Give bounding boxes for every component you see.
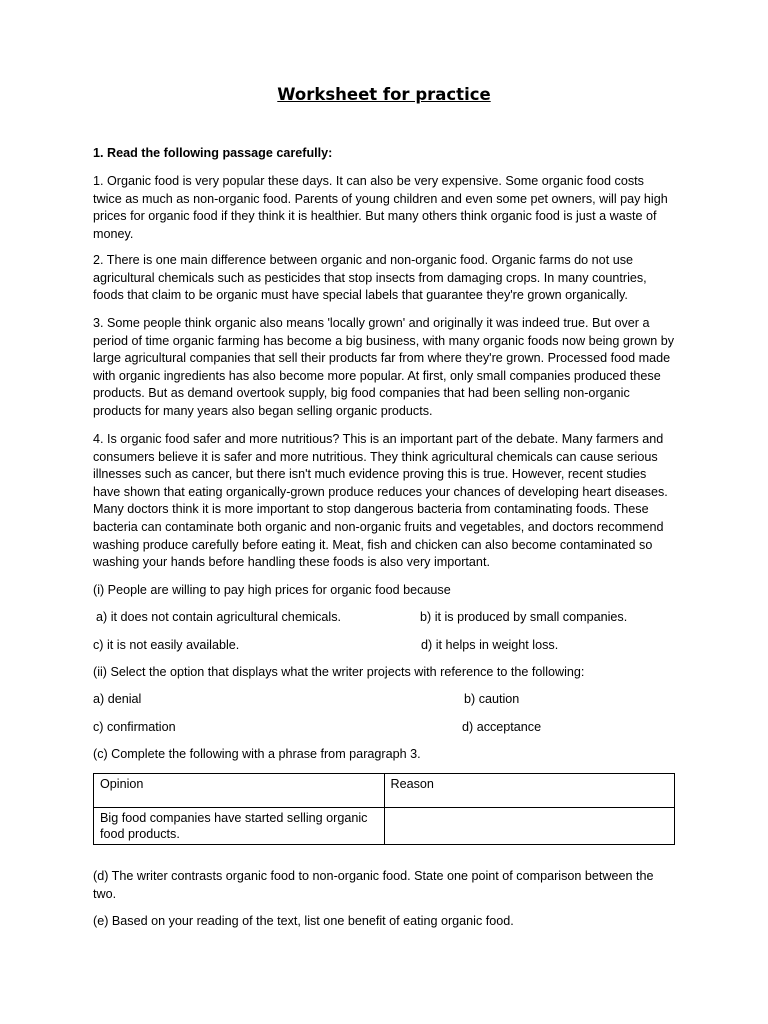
question-2-prompt: (ii) Select the option that displays what the writer projects with reference to the following:	[93, 665, 585, 679]
question-1-option-b: b) it is produced by small companies.	[420, 610, 628, 624]
paragraph-2: 2. There is one main difference between organic and non-organic food. Organic farms do not use agricultural chemicals such as pesticides that stop insects from damaging crops. In many countries, foods that claim to be organic must have special labels that guarantee they're grown organically.	[93, 253, 647, 303]
paragraph-1: 1. Organic food is very popular these days. It can also be very expensive. Some organic food costs twice as much as non-organic food. Parents of young children and even some pet owners, will pay high prices for organic food if they think it is healthier. But many others think organic food is just a waste of money.	[93, 174, 668, 241]
question-5-prompt: (e) Based on your reading of the text, list one benefit of eating organic food.	[93, 914, 514, 928]
question-1-prompt: (i) People are willing to pay high prices for organic food because	[93, 583, 451, 597]
paragraph-3: 3. Some people think organic also means 'locally grown' and originally it was indeed true. But over a period of time organic farming has become a big business, with many organic foods now being grown by large agricultural companies that sell their products far from where they're grown. Processed food made with organic ingredients has also become more popular. At first, only small companies produced these products. But as demand overtook supply, big food companies that had been selling non-organic products for many years also began selling organic products.	[93, 316, 675, 418]
question-1-option-c: c) it is not easily available.	[93, 638, 240, 652]
table-cell-reason[interactable]	[384, 808, 675, 845]
question-2-option-a: a) denial	[93, 692, 142, 706]
table-header-opinion: Opinion	[94, 774, 385, 808]
question-2-option-c: c) confirmation	[93, 720, 176, 734]
question-1-option-d: d) it helps in weight loss.	[421, 638, 559, 652]
page-title: Worksheet for practice	[277, 85, 491, 104]
paragraph-4: 4. Is organic food safer and more nutritious? This is an important part of the debate. Many farmers and consumers believe it is safer and more nutritious. They think agricultural chemicals can cause serious illnesses such as cancer, but there isn't much evidence proving this is true. However, recent studies have shown that eating organically-grown produce reduces your chances of developing heart diseases. Many doctors think it is more important to stop dangerous bacteria from contaminating foods. These bacteria can contaminate both organic and non-organic fruits and vegetables, and doctors recommend washing produce carefully before eating it. Meat, fish and chicken can also become contaminated so washing your hands before handling these foods is also very important.	[93, 432, 668, 570]
table-row	[94, 808, 675, 845]
table-header-row	[94, 774, 675, 808]
question-2-option-d: d) acceptance	[462, 720, 542, 734]
section-heading: 1. Read the following passage carefully:	[93, 146, 333, 160]
table-cell-opinion: Big food companies have started selling organic food products.	[94, 808, 385, 845]
table-header-reason: Reason	[384, 774, 675, 808]
question-2-option-b: b) caution	[464, 692, 520, 706]
question-3-prompt: (c) Complete the following with a phrase from paragraph 3.	[93, 747, 421, 761]
opinion-reason-table	[93, 773, 675, 845]
question-4-prompt: (d) The writer contrasts organic food to non-organic food. State one point of comparison between the two.	[93, 869, 654, 901]
question-1-option-a: a) it does not contain agricultural chemicals.	[96, 610, 342, 624]
